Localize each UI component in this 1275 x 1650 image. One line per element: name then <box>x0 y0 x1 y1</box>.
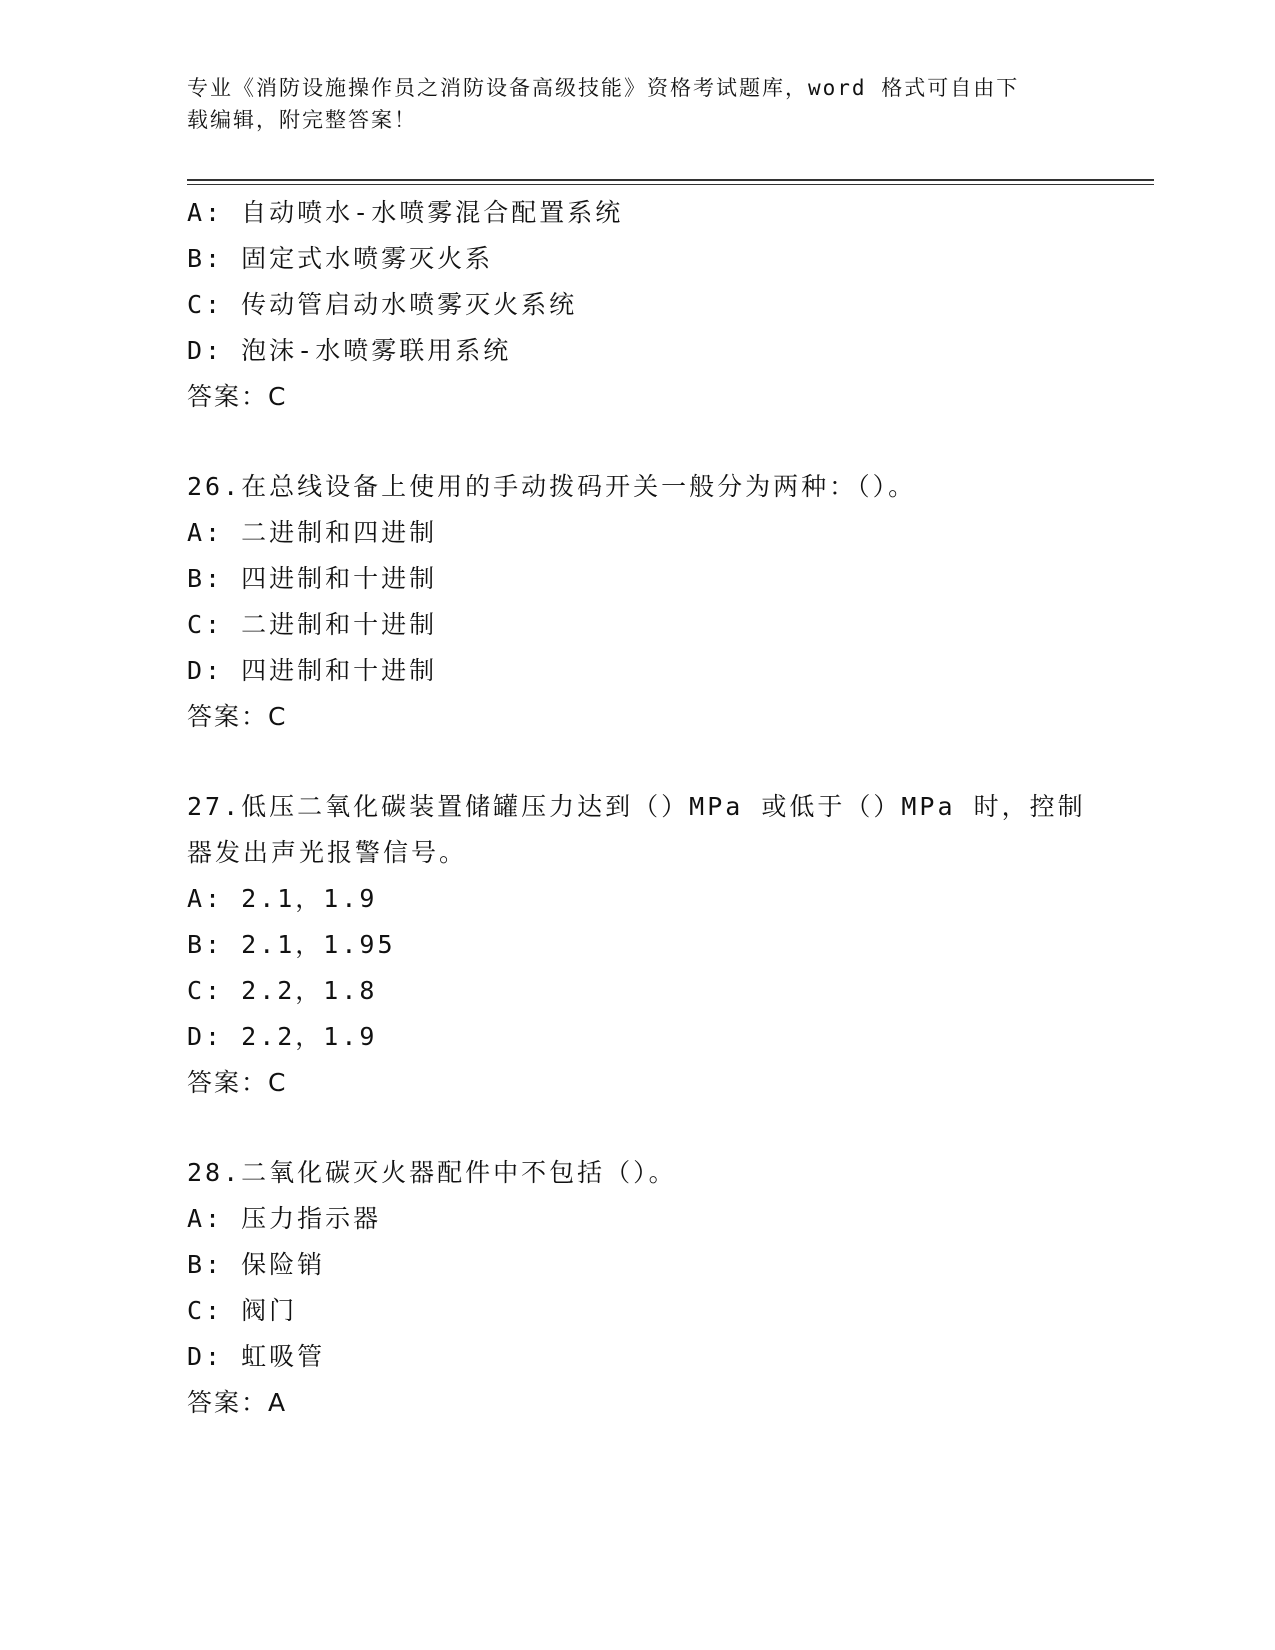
option-d: D: 四进制和十进制 <box>187 656 438 685</box>
question-stem: 26.在总线设备上使用的手动拨码开关一般分为两种：（）。 <box>187 472 917 501</box>
header-line-2: 载编辑，附完整答案！ <box>187 108 417 132</box>
question-27 <box>187 784 1087 1106</box>
question-26 <box>187 464 1087 740</box>
answer-line: 答案：C <box>187 702 288 731</box>
spacer <box>187 1106 1087 1150</box>
question-stem-line-2: 器发出声光报警信号。 <box>187 838 468 867</box>
option-a: A: 二进制和四进制 <box>187 518 438 547</box>
option-c: C: 阀门 <box>187 1296 298 1325</box>
option-d: D: 2.2，1.9 <box>187 1022 378 1051</box>
document-header <box>187 72 1087 136</box>
option-b: B: 四进制和十进制 <box>187 564 438 593</box>
header-line-1: 专业《消防设施操作员之消防设备高级技能》资格考试题库，word 格式可自由下 <box>187 76 1020 100</box>
option-a: A: 2.1，1.9 <box>187 884 378 913</box>
spacer <box>187 740 1087 784</box>
question-28 <box>187 1150 1087 1426</box>
answer-line: 答案：C <box>187 382 288 411</box>
option-d: D: 泡沫-水喷雾联用系统 <box>187 336 512 365</box>
option-a: A: 自动喷水-水喷雾混合配置系统 <box>187 198 624 227</box>
answer-line: 答案：A <box>187 1388 288 1417</box>
option-b: B: 2.1，1.95 <box>187 930 396 959</box>
question-stem: 28.二氧化碳灭火器配件中不包括（）。 <box>187 1158 677 1187</box>
spacer <box>187 420 1087 464</box>
option-c: C: 传动管启动水喷雾灭火系统 <box>187 290 578 319</box>
option-b: B: 固定式水喷雾灭火系 <box>187 244 494 273</box>
answer-line: 答案：C <box>187 1068 288 1097</box>
option-d: D: 虹吸管 <box>187 1342 326 1371</box>
question-list <box>187 190 1087 1426</box>
option-b: B: 保险销 <box>187 1250 326 1279</box>
option-c: C: 二进制和十进制 <box>187 610 438 639</box>
option-c: C: 2.2，1.8 <box>187 976 378 1005</box>
header-divider-thick <box>187 179 1154 181</box>
option-a: A: 压力指示器 <box>187 1204 382 1233</box>
question-stem-line-1: 27.低压二氧化碳装置储罐压力达到（）MPa 或低于（）MPa 时，控制 <box>187 792 1086 821</box>
question-25 <box>187 190 1087 420</box>
header-divider-thin <box>187 184 1154 185</box>
